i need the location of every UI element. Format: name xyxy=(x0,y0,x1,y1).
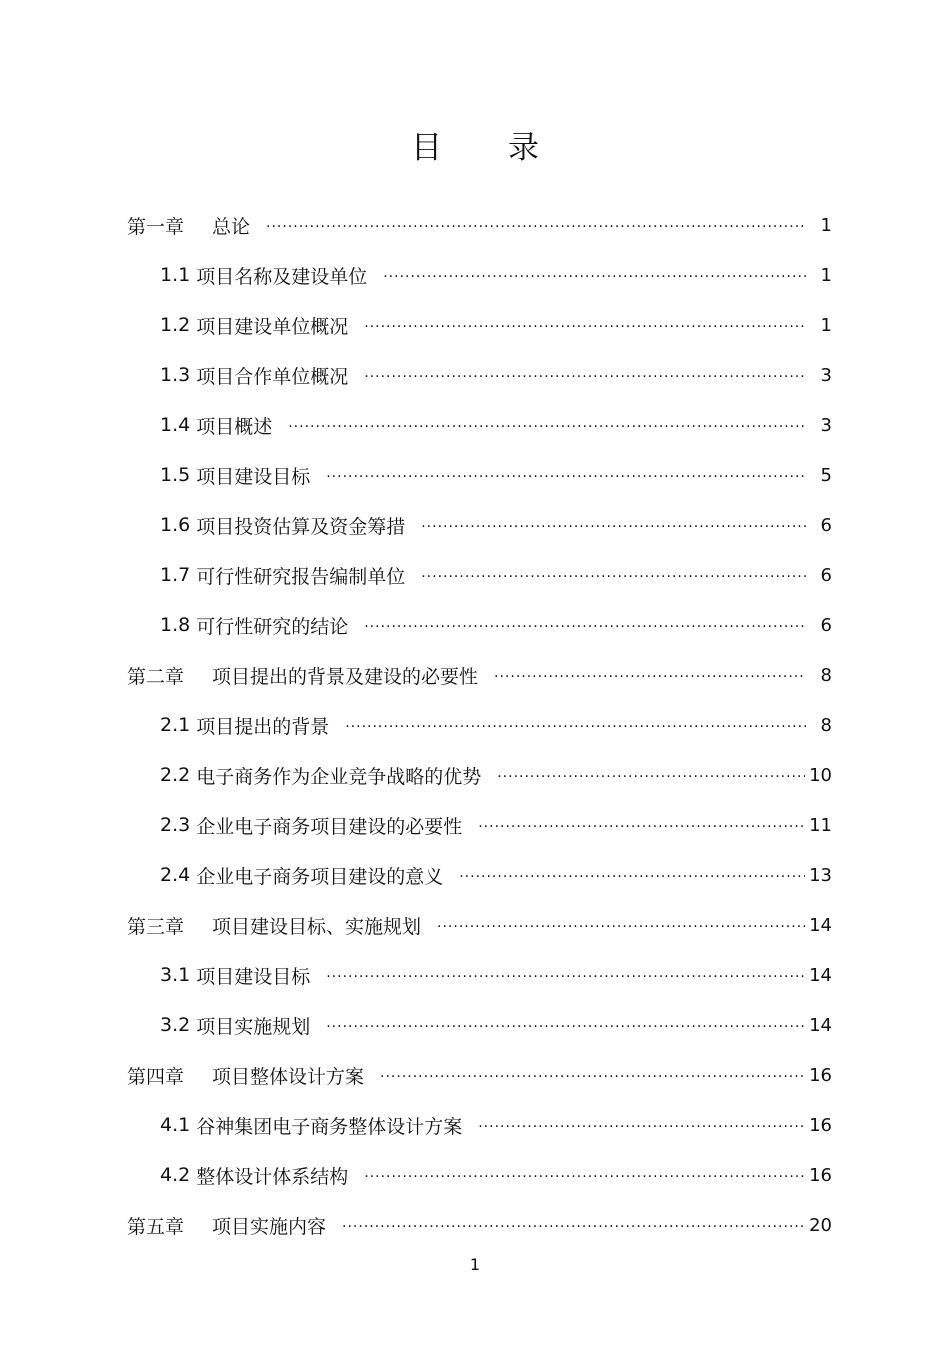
toc-entry-page: 6 xyxy=(820,614,832,636)
toc-entry-label: 项目实施内容 xyxy=(212,1215,327,1238)
toc-section-entry[interactable] xyxy=(127,750,832,800)
toc-dot-leader xyxy=(364,315,806,331)
toc-entry-page: 3 xyxy=(820,364,832,386)
toc-entry-page: 13 xyxy=(809,864,832,886)
toc-section-entry[interactable] xyxy=(127,1150,832,1200)
toc-entry-number: 1.6 xyxy=(160,514,191,536)
toc-entry-page: 1 xyxy=(820,214,832,236)
toc-dot-leader xyxy=(421,565,806,581)
toc-chapter-entry[interactable] xyxy=(127,200,832,250)
toc-dot-leader xyxy=(421,515,806,531)
toc-entry-number: 3.2 xyxy=(160,1014,191,1036)
toc-entry-page: 8 xyxy=(820,664,832,686)
toc-entry-number: 1.7 xyxy=(160,564,191,586)
toc-chapter-entry[interactable] xyxy=(127,650,832,700)
toc-section-entry[interactable] xyxy=(127,600,832,650)
toc-entry-number: 第三章 xyxy=(127,915,185,938)
toc-dot-leader xyxy=(494,665,806,681)
toc-entry-page: 1 xyxy=(820,264,832,286)
toc-entry-label: 整体设计体系结构 xyxy=(196,1165,349,1188)
toc-entry-number: 第四章 xyxy=(127,1065,185,1088)
toc-entry-page: 16 xyxy=(809,1164,832,1186)
toc-entry-label: 可行性研究报告编制单位 xyxy=(196,565,406,588)
toc-entry-page: 11 xyxy=(809,814,832,836)
toc-entry-label: 可行性研究的结论 xyxy=(196,615,349,638)
toc-entry-number: 1.1 xyxy=(160,264,191,286)
toc-entry-page: 3 xyxy=(820,414,832,436)
toc-dot-leader xyxy=(345,715,806,731)
toc-section-entry[interactable] xyxy=(127,500,832,550)
toc-entry-number: 2.3 xyxy=(160,814,191,836)
toc-entry-page: 20 xyxy=(809,1214,832,1236)
toc-entry-number: 3.1 xyxy=(160,964,191,986)
toc-entry-label: 项目建设单位概况 xyxy=(196,315,349,338)
toc-entry-label: 项目建设目标 xyxy=(196,965,311,988)
toc-entry-page: 8 xyxy=(820,714,832,736)
toc-entry-number: 2.1 xyxy=(160,714,191,736)
toc-entry-label: 项目投资估算及资金筹措 xyxy=(196,515,406,538)
toc-entry-number: 1.2 xyxy=(160,314,191,336)
toc-section-entry[interactable] xyxy=(127,300,832,350)
toc-entry-number: 1.8 xyxy=(160,614,191,636)
toc-entry-number: 第二章 xyxy=(127,665,185,688)
toc-chapter-entry[interactable] xyxy=(127,1200,832,1250)
toc-dot-leader xyxy=(364,365,806,381)
toc-entry-number: 1.5 xyxy=(160,464,191,486)
toc-entry-page: 16 xyxy=(809,1064,832,1086)
toc-dot-leader xyxy=(380,1065,805,1081)
toc-section-entry[interactable] xyxy=(127,550,832,600)
toc-dot-leader xyxy=(478,815,805,831)
toc-dot-leader xyxy=(266,215,806,231)
toc-dot-leader xyxy=(326,1015,805,1031)
toc-dot-leader xyxy=(326,465,806,481)
toc-section-entry[interactable] xyxy=(127,250,832,300)
toc-dot-leader xyxy=(437,915,805,931)
toc-section-entry[interactable] xyxy=(127,800,832,850)
toc-entry-label: 项目名称及建设单位 xyxy=(196,265,368,288)
toc-title-right: 录 xyxy=(508,130,539,166)
page-number: 1 xyxy=(469,1255,481,1274)
toc-entry-number: 4.2 xyxy=(160,1164,191,1186)
toc-entry-label: 总论 xyxy=(212,215,251,238)
toc-entry-page: 14 xyxy=(809,1014,832,1036)
toc-entry-page: 10 xyxy=(809,764,832,786)
toc-entry-page: 6 xyxy=(820,564,832,586)
toc-dot-leader xyxy=(288,415,806,431)
toc-entry-label: 企业电子商务项目建设的意义 xyxy=(196,865,444,888)
toc-entry-page: 14 xyxy=(809,964,832,986)
toc-entry-label: 项目提出的背景 xyxy=(196,715,330,738)
toc-dot-leader xyxy=(383,265,806,281)
toc-section-entry[interactable] xyxy=(127,700,832,750)
toc-entry-number: 2.4 xyxy=(160,864,191,886)
toc-entry-page: 1 xyxy=(820,314,832,336)
toc-entry-number: 第五章 xyxy=(127,1215,185,1238)
toc-entry-label: 项目建设目标、实施规划 xyxy=(212,915,422,938)
toc-entry-number: 2.2 xyxy=(160,764,191,786)
toc-entry-page: 5 xyxy=(820,464,832,486)
toc-entry-label: 企业电子商务项目建设的必要性 xyxy=(196,815,463,838)
toc-entry-label: 项目合作单位概况 xyxy=(196,365,349,388)
toc-entry-label: 电子商务作为企业竞争战略的优势 xyxy=(196,765,482,788)
toc-dot-leader xyxy=(364,1165,805,1181)
toc-entry-label: 项目概述 xyxy=(196,415,273,438)
toc-dot-leader xyxy=(364,615,806,631)
toc-dot-leader xyxy=(459,865,805,881)
toc-dot-leader xyxy=(478,1115,805,1131)
toc-section-entry[interactable] xyxy=(127,1100,832,1150)
toc-section-entry[interactable] xyxy=(127,850,832,900)
toc-title xyxy=(0,122,950,167)
toc-entry-label: 项目提出的背景及建设的必要性 xyxy=(212,665,479,688)
toc-entry-number: 1.3 xyxy=(160,364,191,386)
toc-entry-label: 谷神集团电子商务整体设计方案 xyxy=(196,1115,463,1138)
toc-entry-page: 14 xyxy=(809,914,832,936)
toc-entry-number: 1.4 xyxy=(160,414,191,436)
toc-chapter-entry[interactable] xyxy=(127,1050,832,1100)
toc-entry-page: 6 xyxy=(820,514,832,536)
toc-entry-label: 项目建设目标 xyxy=(196,465,311,488)
toc-section-entry[interactable] xyxy=(127,400,832,450)
toc-section-entry[interactable] xyxy=(127,950,832,1000)
toc-section-entry[interactable] xyxy=(127,1000,832,1050)
toc-dot-leader xyxy=(326,965,805,981)
toc-entry-label: 项目实施规划 xyxy=(196,1015,311,1038)
toc-dot-leader xyxy=(342,1215,805,1231)
toc-section-entry[interactable] xyxy=(127,350,832,400)
toc-entry-number: 第一章 xyxy=(127,215,185,238)
toc-dot-leader xyxy=(497,765,805,781)
toc-entry-label: 项目整体设计方案 xyxy=(212,1065,365,1088)
toc-entry-number: 4.1 xyxy=(160,1114,191,1136)
toc-entry-page: 16 xyxy=(809,1114,832,1136)
toc-section-entry[interactable] xyxy=(127,450,832,500)
toc-chapter-entry[interactable] xyxy=(127,900,832,950)
toc-title-left: 目 xyxy=(411,130,442,166)
table-of-contents xyxy=(127,200,832,1250)
